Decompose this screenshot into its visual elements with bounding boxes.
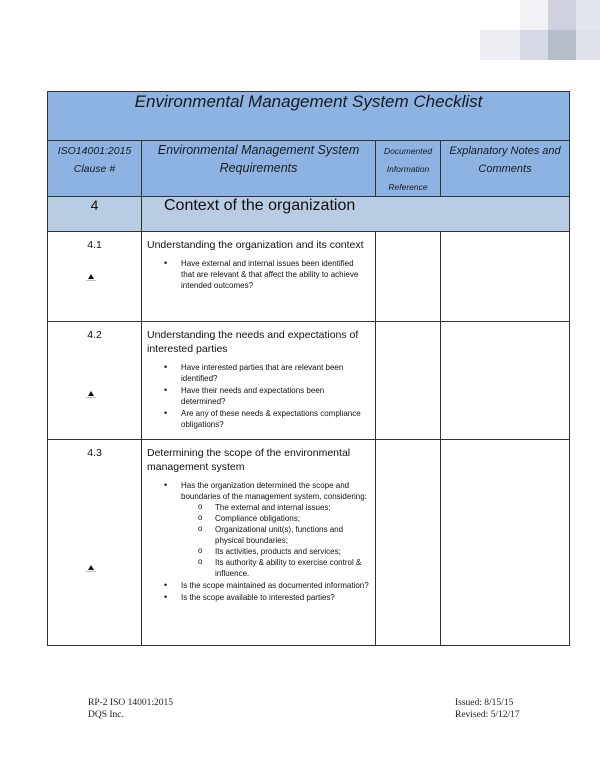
footer-right: [455, 697, 520, 721]
footer-revised: Revised: 5/12/17: [455, 710, 520, 720]
sub-item: o Compliance obligations;: [215, 513, 369, 524]
bullet-item: • Have external and internal issues been identified that are relevant & that affect the ability to achieve intended outcomes?: [181, 258, 369, 291]
table-row: [48, 232, 570, 322]
collapse-triangle-icon[interactable]: [86, 565, 96, 573]
bullet-item: • Have interested parties that are relevant been identified?: [181, 362, 369, 384]
clause-cell: [48, 232, 142, 322]
checklist-title: Environmental Management System Checklist: [48, 92, 570, 141]
bullet-intro: Has the organization determined the scope and boundaries of the management system, considering:: [181, 481, 367, 501]
doc-ref-cell[interactable]: [376, 322, 441, 440]
requirement-cell: [142, 440, 376, 646]
clause-number: 4.3: [87, 447, 102, 459]
sub-item: o Its activities, products and services;: [215, 546, 369, 557]
header-row: [48, 141, 570, 197]
requirement-title: Understanding the organization and its context: [147, 239, 364, 251]
doc-ref-cell[interactable]: [376, 232, 441, 322]
section-title: Context of the organization: [142, 197, 570, 232]
sub-list: [181, 502, 369, 579]
doc-ref-cell[interactable]: [376, 440, 441, 646]
requirement-title: Understanding the needs and expectations of interested parties: [147, 329, 359, 355]
corner-decoration: [480, 0, 600, 64]
checklist-table: [47, 91, 570, 646]
title-row: [48, 92, 570, 141]
collapse-triangle-icon[interactable]: [86, 274, 96, 282]
notes-cell[interactable]: [441, 322, 570, 440]
bullet-item: [181, 480, 369, 579]
collapse-triangle-icon[interactable]: [86, 391, 96, 399]
bullet-item: • Is the scope maintained as documented information?: [181, 580, 369, 591]
clause-number: 4.2: [87, 329, 102, 341]
requirement-cell: [142, 322, 376, 440]
bullet-item: • Are any of these needs & expectations compliance obligations?: [181, 408, 369, 430]
sub-item: o The external and internal issues;: [215, 502, 369, 513]
table-row: [48, 322, 570, 440]
table-row: [48, 440, 570, 646]
clause-number: 4.1: [87, 239, 102, 251]
footer-left: [88, 697, 173, 721]
clause-cell: [48, 322, 142, 440]
requirement-cell: [142, 232, 376, 322]
footer-doc-id: RP-2 ISO 14001:2015: [88, 698, 173, 708]
notes-cell[interactable]: [441, 440, 570, 646]
requirement-title: Determining the scope of the environmental management system: [147, 447, 351, 473]
header-doc-ref: Documented Information Reference: [376, 141, 441, 197]
header-clause: ISO14001:2015 Clause #: [48, 141, 142, 197]
footer-company: DQS Inc.: [88, 710, 124, 720]
section-row: [48, 197, 570, 232]
bullet-item: • Is the scope available to interested parties?: [181, 592, 369, 603]
clause-cell: [48, 440, 142, 646]
section-number: 4: [48, 197, 142, 232]
sub-item: o Its authority & ability to exercise control & influence.: [215, 557, 369, 579]
header-requirements: Environmental Management System Requirements: [142, 141, 376, 197]
bullet-item: • Have their needs and expectations been determined?: [181, 385, 369, 407]
footer-issued: Issued: 8/15/15: [455, 698, 514, 708]
header-notes: Explanatory Notes and Comments: [441, 141, 570, 197]
sub-item: o Organizational unit(s), functions and physical boundaries;: [215, 524, 369, 546]
notes-cell[interactable]: [441, 232, 570, 322]
